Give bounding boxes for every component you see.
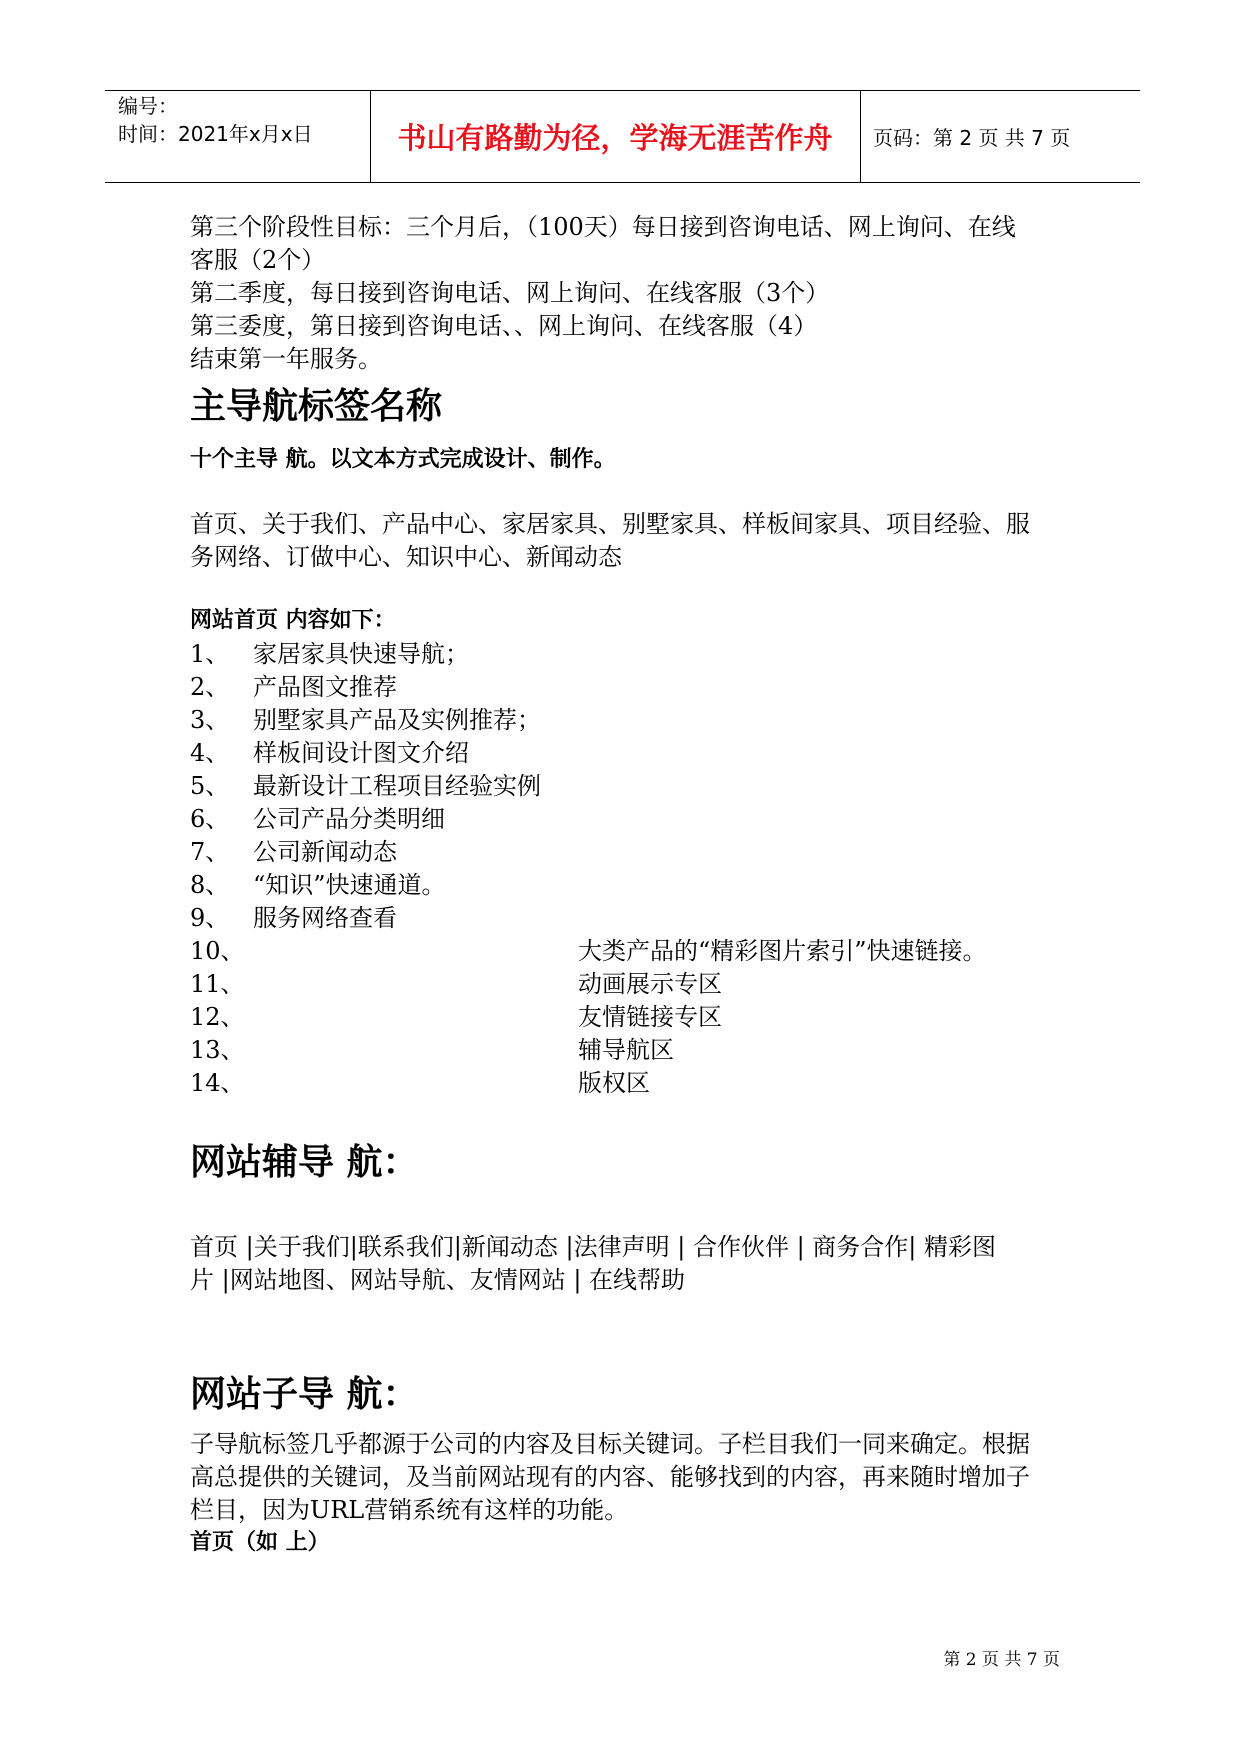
list-item-number: 12、 — [190, 1003, 245, 1031]
list-item-text: 版权区 — [578, 1069, 650, 1097]
list-item-text: 家居家具快速导航； — [253, 640, 469, 668]
sub-nav-line: 高总提供的关键词，及当前网站现有的内容、能够找到的内容，再来随时增加子 — [190, 1463, 1030, 1491]
list-item — [190, 1034, 1090, 1067]
list-item-text: 友情链接专区 — [578, 1003, 722, 1031]
list-item-text: “知识”快速通道。 — [253, 871, 446, 899]
list-item-number: 13、 — [190, 1036, 245, 1064]
paragraph-line: 结束第一年服务。 — [190, 345, 382, 373]
paragraph-line: 第三个阶段性目标：三个月后，（100天）每日接到咨询电话、网上询问、在线 — [190, 213, 1016, 241]
page-footer-number: 第 2 页 共 7 页 — [943, 1650, 1060, 1670]
list-item-number: 3、 — [190, 706, 230, 734]
homepage-contents-heading: 网站首页 内容如下： — [190, 608, 396, 633]
list-item — [190, 803, 1090, 836]
list-item — [190, 737, 1090, 770]
list-item — [190, 770, 1090, 803]
list-item-text: 公司产品分类明细 — [253, 805, 445, 833]
header-page-number: 页码：第 2 页 共 7 页 — [873, 126, 1071, 150]
list-item-text: 服务网络查看 — [253, 904, 397, 932]
list-item-text: 动画展示专区 — [578, 970, 722, 998]
list-item-number: 7、 — [190, 838, 230, 866]
time-label: 时间：2021年x月x日 — [118, 122, 313, 146]
aux-nav-line: 片 |网站地图、网站导航、友情网站 | 在线帮助 — [190, 1266, 686, 1294]
list-item-text: 大类产品的“精彩图片索引”快速链接。 — [578, 937, 987, 965]
main-nav-items-line: 首页、关于我们、产品中心、家居家具、别墅家具、样板间家具、项目经验、服 — [190, 510, 1030, 538]
list-item-number: 10、 — [190, 937, 245, 965]
list-item — [190, 704, 1090, 737]
list-item-number: 14、 — [190, 1069, 245, 1097]
sub-nav-line: 栏目，因为URL营销系统有这样的功能。 — [190, 1496, 629, 1524]
list-item — [190, 902, 1090, 935]
list-item-number: 1、 — [190, 640, 230, 668]
list-item — [190, 671, 1090, 704]
list-item-number: 8、 — [190, 871, 230, 899]
list-item-text: 最新设计工程项目经验实例 — [253, 772, 541, 800]
serial-label: 编号： — [118, 94, 178, 118]
main-nav-subheading: 十个主导 航。以文本方式完成设计、制作。 — [190, 447, 616, 472]
list-item-text: 公司新闻动态 — [253, 838, 397, 866]
section-heading-main-nav: 主导航标签名称 — [190, 386, 443, 427]
paragraph-line: 第三委度，第日接到咨询电话、、网上询问、在线客服（4） — [190, 312, 818, 340]
list-item-number: 9、 — [190, 904, 230, 932]
paragraph-line: 客服（2个） — [190, 246, 326, 274]
list-item — [190, 1001, 1090, 1034]
list-item-text: 产品图文推荐 — [253, 673, 397, 701]
section-heading-aux-nav: 网站辅导 航： — [190, 1142, 419, 1183]
main-nav-items-line: 务网络、订做中心、知识中心、新闻动态 — [190, 543, 622, 571]
list-item-number: 5、 — [190, 772, 230, 800]
list-item-number: 6、 — [190, 805, 230, 833]
list-item — [190, 869, 1090, 902]
header-divider — [860, 91, 861, 182]
sub-nav-line: 子导航标签几乎都源于公司的内容及目标关键词。子栏目我们一同来确定。根据 — [190, 1430, 1030, 1458]
header-slogan: 书山有路勤为径，学海无涯苦作舟 — [397, 121, 833, 155]
list-item-number: 2、 — [190, 673, 230, 701]
list-item-number: 4、 — [190, 739, 230, 767]
homepage-note: 首页（如 上） — [190, 1530, 330, 1555]
list-item — [190, 935, 1090, 968]
list-item — [190, 638, 1090, 671]
aux-nav-line: 首页 |关于我们|联系我们|新闻动态 |法律声明 | 合作伙伴 | 商务合作| 精彩图 — [190, 1233, 997, 1261]
list-item — [190, 836, 1090, 869]
list-item — [190, 968, 1090, 1001]
list-item-text: 辅导航区 — [578, 1036, 674, 1064]
list-item-text: 样板间设计图文介绍 — [253, 739, 469, 767]
paragraph-line: 第二季度，每日接到咨询电话、网上询问、在线客服（3个） — [190, 279, 830, 307]
page-header — [105, 90, 1140, 183]
list-item — [190, 1067, 1090, 1100]
list-item-text: 别墅家具产品及实例推荐； — [253, 706, 541, 734]
list-item-number: 11、 — [190, 970, 245, 998]
section-heading-sub-nav: 网站子导 航： — [190, 1374, 419, 1415]
